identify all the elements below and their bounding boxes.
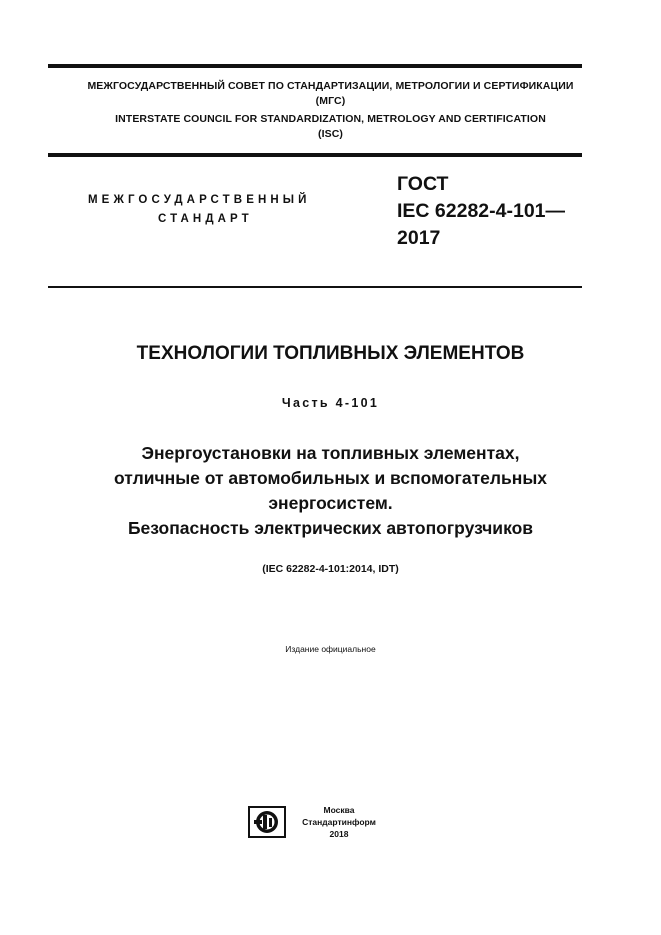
standard-type-line2: СТАНДАРТ <box>158 213 253 225</box>
document-part: Часть 4-101 <box>281 396 380 410</box>
council-ru-line2: (МГС) <box>315 95 346 107</box>
gost-year: 2017 <box>397 227 441 249</box>
publisher-city: Москва <box>323 805 355 815</box>
council-en-line2: (ISC) <box>318 128 343 140</box>
subtitle-line1: Энергоустановки на топливных элементах, <box>141 443 520 463</box>
reference-standard: (IEC 62282-4-101:2014, IDT) <box>262 563 399 575</box>
gost-number: IEC 62282-4-101— <box>397 200 566 222</box>
subtitle-line2: отличные от автомобильных и вспомогательных <box>114 468 547 488</box>
edition-label: Издание официальное <box>285 644 376 654</box>
publisher-block <box>292 804 386 840</box>
council-en-line1: INTERSTATE COUNCIL FOR STANDARDIZATION, METROLOGY AND CERTIFICATION <box>115 113 546 125</box>
gost-label: ГОСТ <box>397 173 449 195</box>
standard-type-line1: МЕЖГОСУДАРСТВЕННЫЙ <box>88 194 311 206</box>
standartinform-logo-icon <box>248 806 286 838</box>
title-rule <box>48 286 582 288</box>
publisher-name: Стандартинформ <box>302 817 376 827</box>
council-ru-line1: МЕЖГОСУДАРСТВЕННЫЙ СОВЕТ ПО СТАНДАРТИЗАЦИИ, МЕТРОЛОГИИ И СЕРТИФИКАЦИИ <box>87 80 574 92</box>
subtitle-line3: энергосистем. <box>268 493 393 513</box>
document-title: ТЕХНОЛОГИИ ТОПЛИВНЫХ ЭЛЕМЕНТОВ <box>136 343 525 364</box>
subtitle-line4: Безопасность электрических автопогрузчиков <box>127 518 534 538</box>
header-rule <box>48 153 582 157</box>
publisher-year: 2018 <box>329 829 349 839</box>
top-rule <box>48 64 582 68</box>
